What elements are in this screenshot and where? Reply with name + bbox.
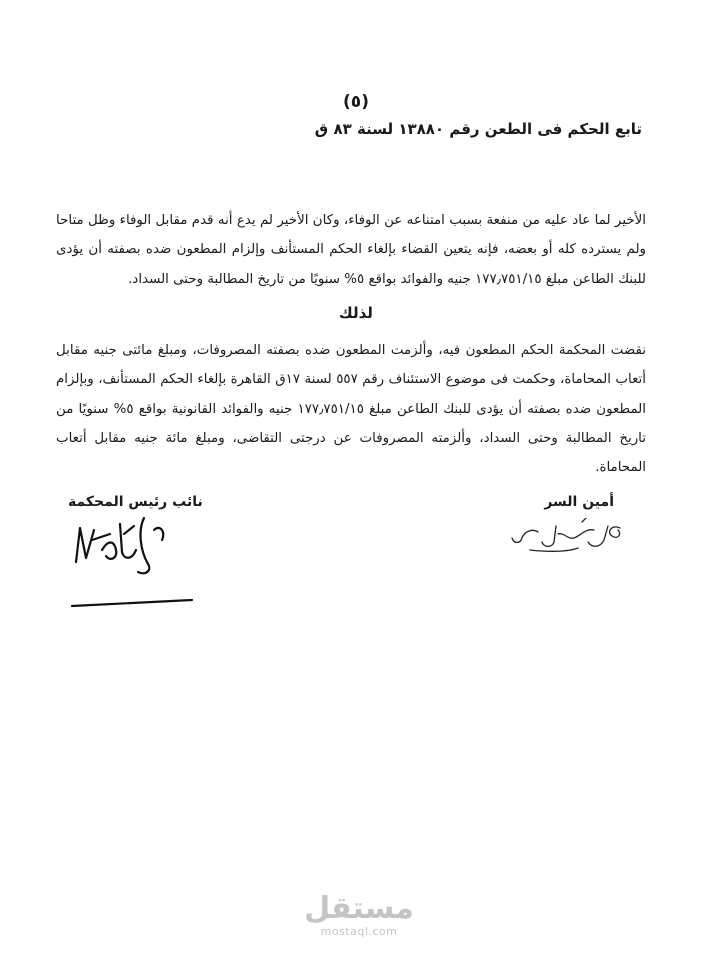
watermark-logo-text: مستقل <box>304 891 414 926</box>
case-header: تابع الحكم فى الطعن رقم ١٣٨٨٠ لسنة ٨٣ ق <box>314 120 642 138</box>
deputy-signature <box>62 510 202 620</box>
mostaql-watermark <box>304 892 414 938</box>
clerk-signature <box>508 518 628 558</box>
paragraph-ruling: نقضت المحكمة الحكم المطعون فيه، وألزمت المطعون ضده بصفته المصروفات، ومبلغ مائتى جنيه مقابل أتعاب المحاماة، وحكمت فى موضوع الاستئناف رقم ٥٥٧ لسنة ١٧ق القاهرة بإلغاء الحكم المستأنف، وبإلزام المطعون ضده بصفته أن يؤدى للبنك الطاعن مبلغ ١٧٧٫٧٥١/١٥ جنيه والفوائد القانونية بواقع ٥% سنويًا من تاريخ المطالبة وحتى السداد، وألزمته المصروفات عن درجتى التقاضى، ومبلغ مائة جنيه مقابل أتعاب المحاماة. <box>56 343 646 476</box>
clerk-title: أمين السر <box>544 494 614 510</box>
paragraph-reasoning: الأخير لما عاد عليه من منفعة بسبب امتناعه عن الوفاء، وكان الأخير لم يدع أنه قدم مقابل الوفاء وظل متاحا ولم يسترده كله أو بعضه، فإنه يتعين القضاء بإلغاء الحكم المستأنف وإلزام المطعون ضده بصفته أن يؤدى للبنك الطاعن مبلغ ١٧٧٫٧٥١/١٥ جنيه والفوائد بواقع ٥% سنويًا من تاريخ المطالبة وحتى السداد. <box>56 213 646 287</box>
deputy-president-title: نائب رئيس المحكمة <box>68 494 203 510</box>
page-number: (٥) <box>343 92 369 112</box>
section-heading: لذلك <box>339 304 373 322</box>
watermark-domain: mostaql.com <box>320 925 398 938</box>
